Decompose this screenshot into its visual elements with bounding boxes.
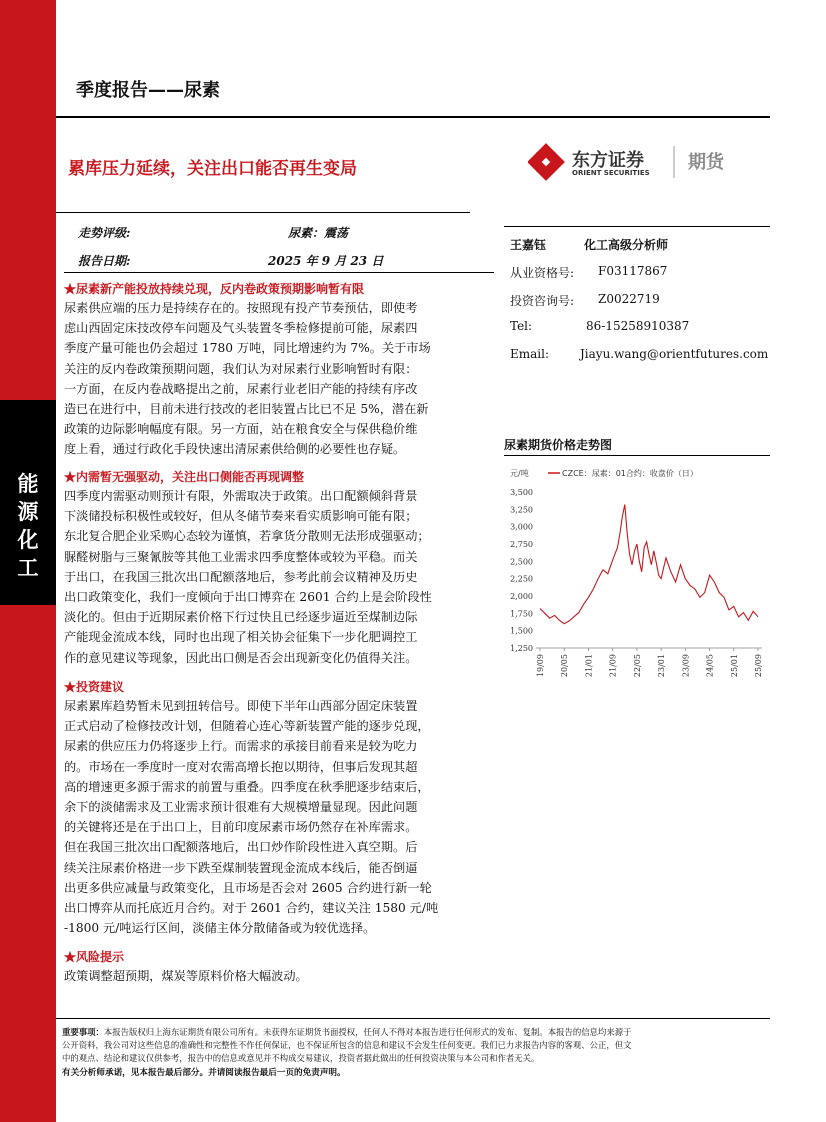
logo-mark-icon <box>528 142 768 186</box>
legend-label: CZCE：尿素：01合约：收盘价（日） <box>562 469 698 478</box>
body-line: -1800 元/吨运行区间，淡储主体分散储备或为较优选择。 <box>64 921 376 936</box>
analyst-row-value: F03117867 <box>598 264 668 278</box>
x-tick-label: 25/09 <box>754 654 763 678</box>
x-tick-label: 23/09 <box>681 654 691 678</box>
disclaimer-line: 中的观点、结论和建议仅供参考，报告中的信息或意见并不构成交易建议，投资者据此做出的任何投资决策与本公司和作者无关。 <box>62 1053 540 1063</box>
header-divider <box>56 116 770 118</box>
logo-suffix: 期货 <box>688 152 724 173</box>
body-line: 产能现金流成本线，同时也出现了相关协会征集下一步化肥调控工 <box>64 630 418 645</box>
meta-top-rule <box>56 212 470 213</box>
sidebar-char: 能 <box>17 472 39 496</box>
analyst-title: 化工高级分析师 <box>584 238 669 252</box>
body-line: 季度产量可能也仍会超过 1780 万吨，同比增速约为 7%。关于市场 <box>64 341 431 356</box>
x-tick-label: 23/01 <box>657 654 667 678</box>
body-line: 政策的边际影响幅度有限。另一方面，站在粮食安全与保供稳价维 <box>64 422 418 437</box>
y-tick-label: 3,500 <box>510 488 533 497</box>
x-tick-label: 21/01 <box>584 654 594 678</box>
body-line: 高的增速更多源于需求的前置与重叠。四季度在秋季肥逐步结束后， <box>64 779 430 794</box>
y-tick-label: 2,500 <box>510 557 533 567</box>
sidebar-red-bottom <box>0 605 56 1122</box>
body-line: 脲醛树脂与三聚氰胺等其他工业需求四季度整体或较为平稳。而关 <box>64 549 418 564</box>
disclaimer <box>62 1026 772 1065</box>
body-line: 淡化的。但由于近期尿素价格下行过快且已经逐步逼近至煤制边际 <box>64 610 418 625</box>
body-line: 续关注尿素价格进一步下跌至煤制装置现金流成本线后，能否倒逼 <box>64 860 418 875</box>
disclaimer-line: 公开资料，我公司对这些信息的准确性和完整性不作任何保证，也不保证所包含的信息和建议不会发生任何变更。我们已力求报告内容的客观、公正，但文 <box>62 1040 632 1050</box>
x-tick-label: 19/09 <box>536 654 545 678</box>
price-chart <box>500 460 772 690</box>
analyst-row-label: Tel: <box>510 319 533 333</box>
section-body <box>64 298 494 460</box>
section-body <box>64 966 494 986</box>
sidebar-red-top <box>0 0 56 400</box>
analyst-top-rule <box>504 226 770 227</box>
footer-rule <box>56 1018 770 1019</box>
body-line: 度上看，通过行政化手段快速出清尿素供给侧的必要性也存疑。 <box>64 442 406 457</box>
y-tick-label: 1,250 <box>510 644 533 653</box>
logo-text-cn: 东方证券 <box>572 150 644 171</box>
body-line: 尿素累库趋势暂未见到扭转信号。即使下半年山西部分固定床装置 <box>64 699 418 713</box>
disclaimer-line: 重要事项：本报告版权归上海东证期货有限公司所有。未获得东证期货书面授权，任何人不得对本报告进行任何形式的发布、复制。本报告的信息均来源于 <box>62 1027 632 1037</box>
section-heading: ★尿素新产能投放持续兑现，反内卷政策预期影响暂有限 <box>64 282 365 296</box>
body-line: 造已在进行中，目前未进行技改的老旧装置占比已不足 5%，潜在新 <box>64 402 429 417</box>
rating-label: 走势评级: <box>78 226 131 240</box>
section-heading: ★内需暂无强驱动，关注出口侧能否再现调整 <box>64 470 305 484</box>
body-line: 一方面，在反内卷战略提出之前，尿素行业老旧产能的持续有序改 <box>64 381 418 396</box>
y-tick-label: 3,000 <box>510 522 533 532</box>
body-line: 尿素的供应压力仍将逐步上行。而需求的承接目前看来是较为吃力 <box>64 739 418 754</box>
body-line: 出口政策变化，我们一度倾向于出口博弈在 2601 合约上是会阶段性 <box>64 590 432 605</box>
section-body <box>64 696 494 938</box>
sidebar-category-label <box>0 470 56 582</box>
body-line: 出口博弈从而托底近月合约。对于 2601 合约，建议关注 1580 元/吨 <box>64 901 439 916</box>
analyst-email[interactable]: Jiayu.wang@orientfutures.com <box>580 347 769 361</box>
body-line: 正式启动了检修技改计划，但随着心连心等新装置产能的逐步兑现， <box>64 719 430 734</box>
sidebar-char: 化 <box>17 528 39 552</box>
analyst-commitment: 有关分析师承诺，见本报告最后部分。并请阅读报告最后一页的免责声明。 <box>62 1068 346 1078</box>
chart-title: 尿素期货价格走势图 <box>504 438 613 452</box>
analyst-row-value: Z0022719 <box>598 292 660 306</box>
chart-legend <box>548 468 698 478</box>
y-tick-label: 1,500 <box>510 626 533 636</box>
x-tick-label: 21/09 <box>608 654 618 678</box>
report-headline: 累库压力延续，关注出口能否再生变局 <box>68 159 357 179</box>
body-line: 下淡储投标积极性或较好，但从冬储节奏来看实质影响可能有限； <box>64 509 418 524</box>
chart-unit-label: 元/吨 <box>510 469 529 478</box>
body-line: 余下的淡储需求及工业需求预计很难有大规模增量显现。因此问题 <box>64 800 418 815</box>
rating-value: 尿素：震荡 <box>288 226 349 240</box>
body-line: 的。市场在一季度时一度对农需高增长抱以期待，但事后发现其超 <box>64 759 418 774</box>
body-line: 虑山西固定床技改停车问题及气头装置冬季检修提前可能，尿素四 <box>64 321 418 336</box>
section-body <box>64 486 494 668</box>
y-tick-label: 1,750 <box>510 609 533 619</box>
x-tick-label: 25/01 <box>729 654 739 678</box>
y-tick-label: 2,250 <box>510 574 533 584</box>
body-line: 于出口，在我国三批次出口配额落地后，参考此前会议精神及历史 <box>64 569 418 584</box>
body-line: 关注的反内卷政策预期问题，我们认为对尿素行业影响暂时有限： <box>64 361 418 376</box>
y-tick-label: 2,750 <box>510 540 533 549</box>
report-type-title: 季度报告——尿素 <box>76 80 220 101</box>
series-line <box>540 505 758 624</box>
analyst-row-label: 投资咨询号: <box>510 294 575 308</box>
section-heading: ★投资建议 <box>64 680 125 694</box>
disclaimer-label: 重要事项： <box>62 1027 104 1037</box>
body-line: 政策调整超预期，煤炭等原料价格大幅波动。 <box>64 969 308 983</box>
analyst-row-label: 从业资格号: <box>510 266 575 280</box>
y-tick-label: 3,250 <box>510 505 533 515</box>
logo-text-en: ORIENT SECURITIES <box>572 169 650 177</box>
y-tick-label: 2,000 <box>510 592 533 601</box>
company-logo <box>528 142 768 186</box>
x-tick-label: 24/05 <box>705 654 715 678</box>
body-line: 出更多供应减量与政策变化，且市场是否会对 2605 合约进行新一轮 <box>64 880 432 895</box>
body-line: 东北复合肥企业采购心态较为谨慎，若拿货分散则无法形成强驱动； <box>64 529 430 544</box>
date-label: 报告日期: <box>78 254 131 268</box>
x-tick-label: 20/05 <box>560 654 570 678</box>
body-line: 但在我国三批次出口配额落地后，出口炒作阶段性进入真空期。后 <box>64 840 418 855</box>
analyst-name: 王嘉钰 <box>510 238 547 252</box>
body-line: 尿素供应端的压力是持续存在的。按照现有投产节奏预估，即使考 <box>64 301 418 315</box>
analyst-row-label: Email: <box>510 347 550 361</box>
date-value: 2025 年 9 月 23 日 <box>268 254 384 268</box>
body-line: 四季度内需驱动则预计有限，外需取决于政策。出口配额倾斜背景 <box>64 489 418 503</box>
section-heading: ★风险提示 <box>64 950 125 964</box>
sidebar-char: 工 <box>17 556 39 580</box>
x-tick-label: 22/05 <box>632 654 642 678</box>
analyst-row-value: 86-15258910387 <box>586 319 690 333</box>
body-line: 的关键将还是在于出口上，目前印度尿素市场仍然存在补库需求。 <box>64 820 418 835</box>
meta-bottom-rule <box>64 272 494 273</box>
chart-title-rule <box>504 455 770 456</box>
body-line: 作的意见建议等现象，因此出口侧是否会出现新变化仍值得关注。 <box>64 650 418 665</box>
sidebar-char: 源 <box>17 500 39 524</box>
